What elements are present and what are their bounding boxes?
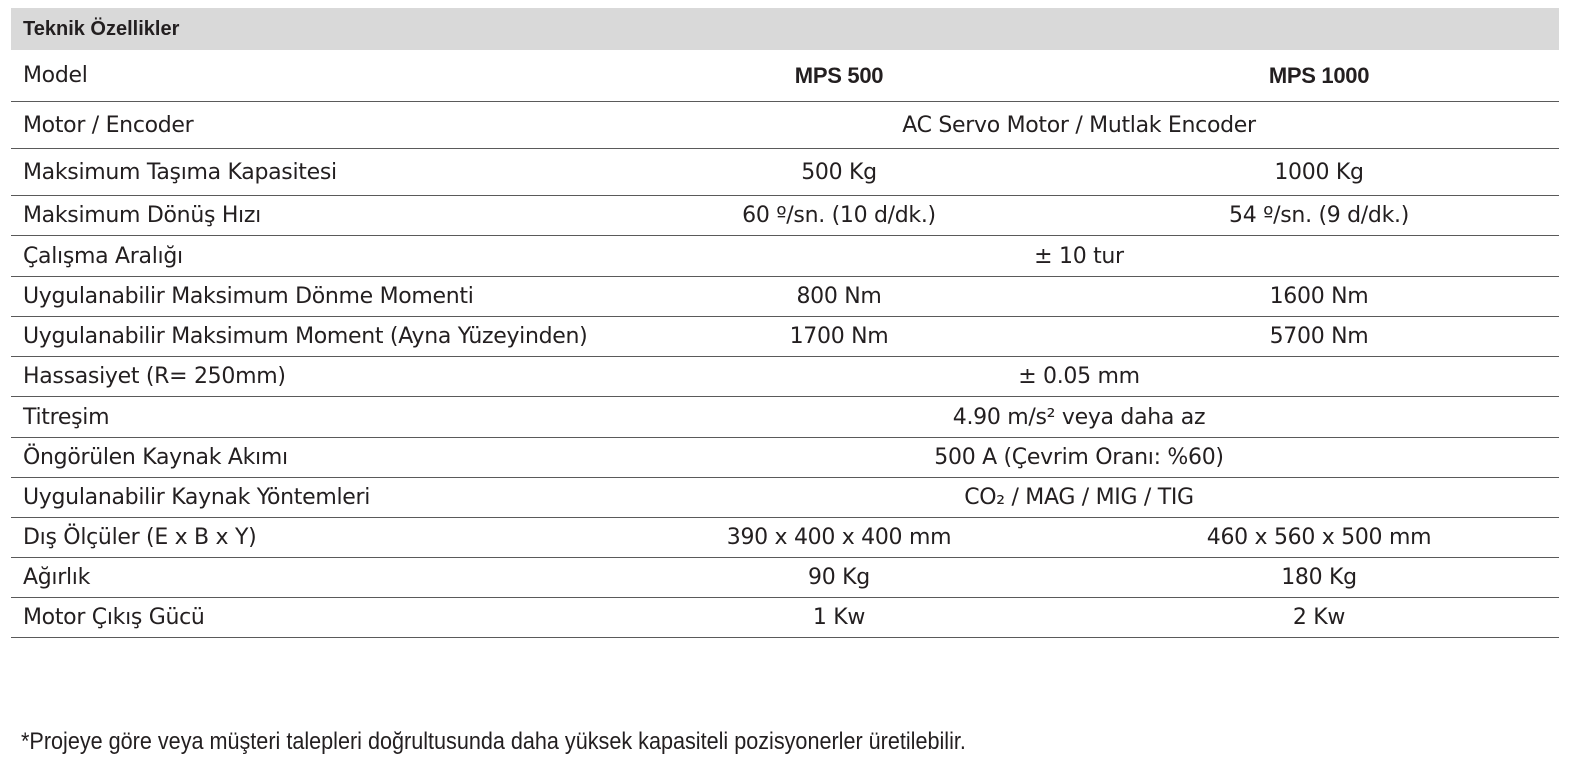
section-title: Teknik Özellikler bbox=[11, 8, 1559, 50]
spec-row bbox=[11, 149, 1559, 196]
spec-label: Uygulanabilir Maksimum Dönme Momenti bbox=[23, 284, 474, 309]
model-mps1000: MPS 1000 bbox=[1268, 62, 1370, 88]
spec-value-mps500: 90 Kg bbox=[808, 565, 870, 590]
spec-label: Uygulanabilir Kaynak Yöntemleri bbox=[23, 485, 371, 510]
spec-row bbox=[11, 478, 1559, 518]
spec-row bbox=[11, 558, 1559, 598]
spec-row bbox=[11, 397, 1559, 438]
model-header-row bbox=[11, 50, 1559, 102]
spec-value-mps1000: 180 Kg bbox=[1281, 565, 1357, 590]
spec-label: Öngörülen Kaynak Akımı bbox=[23, 445, 288, 470]
spec-value-mps1000: 2 Kw bbox=[1292, 605, 1346, 630]
spec-label: Motor / Encoder bbox=[23, 112, 194, 138]
spec-label: Motor Çıkış Gücü bbox=[23, 605, 205, 630]
spec-value-shared: 500 A (Çevrim Oranı: %60) bbox=[934, 445, 1224, 470]
spec-rows bbox=[11, 102, 1559, 638]
spec-row bbox=[11, 357, 1559, 397]
spec-row bbox=[11, 277, 1559, 317]
spec-label: Dış Ölçüler (E x B x Y) bbox=[23, 525, 257, 550]
spec-value-shared: ± 10 tur bbox=[1034, 243, 1124, 269]
spec-value-mps500: 60 º/sn. (10 d/dk.) bbox=[742, 203, 936, 228]
spec-row bbox=[11, 438, 1559, 478]
spec-label: Çalışma Aralığı bbox=[23, 243, 183, 269]
spec-value-mps1000: 5700 Nm bbox=[1269, 324, 1369, 349]
spec-value-shared: 4.90 m/s² veya daha az bbox=[952, 404, 1206, 430]
spec-value-mps500: 1700 Nm bbox=[789, 324, 889, 349]
spec-table bbox=[11, 8, 1559, 638]
spec-value-shared: CO₂ / MAG / MIG / TIG bbox=[964, 485, 1194, 510]
spec-value-mps1000: 1600 Nm bbox=[1269, 284, 1369, 309]
spec-value-mps1000: 1000 Kg bbox=[1274, 159, 1364, 185]
spec-label: Maksimum Dönüş Hızı bbox=[23, 203, 261, 228]
spec-value-mps500: 800 Nm bbox=[796, 284, 882, 309]
spec-label: Ağırlık bbox=[23, 565, 91, 590]
spec-row bbox=[11, 598, 1559, 638]
spec-value-mps500: 1 Kw bbox=[812, 605, 866, 630]
spec-row bbox=[11, 102, 1559, 149]
footnote: *Projeye göre veya müşteri talepleri doğrultusunda daha yüksek kapasiteli pozisyonerler üretilebilir. bbox=[21, 728, 966, 755]
spec-row bbox=[11, 518, 1559, 558]
spec-label: Maksimum Taşıma Kapasitesi bbox=[23, 159, 337, 185]
spec-label: Titreşim bbox=[23, 404, 110, 430]
spec-value-mps1000: 54 º/sn. (9 d/dk.) bbox=[1229, 203, 1409, 228]
spec-value-shared: AC Servo Motor / Mutlak Encoder bbox=[902, 112, 1256, 138]
spec-value-mps500: 390 x 400 x 400 mm bbox=[726, 525, 952, 550]
spec-value-shared: ± 0.05 mm bbox=[1018, 364, 1140, 389]
spec-label: Uygulanabilir Maksimum Moment (Ayna Yüzeyinden) bbox=[23, 324, 588, 349]
spec-value-mps500: 500 Kg bbox=[801, 159, 877, 185]
model-label: Model bbox=[23, 63, 88, 88]
spec-value-mps1000: 460 x 560 x 500 mm bbox=[1206, 525, 1432, 550]
spec-row bbox=[11, 317, 1559, 357]
spec-label: Hassasiyet (R= 250mm) bbox=[23, 364, 286, 389]
spec-row bbox=[11, 196, 1559, 236]
model-mps500: MPS 500 bbox=[794, 62, 884, 88]
spec-row bbox=[11, 236, 1559, 277]
